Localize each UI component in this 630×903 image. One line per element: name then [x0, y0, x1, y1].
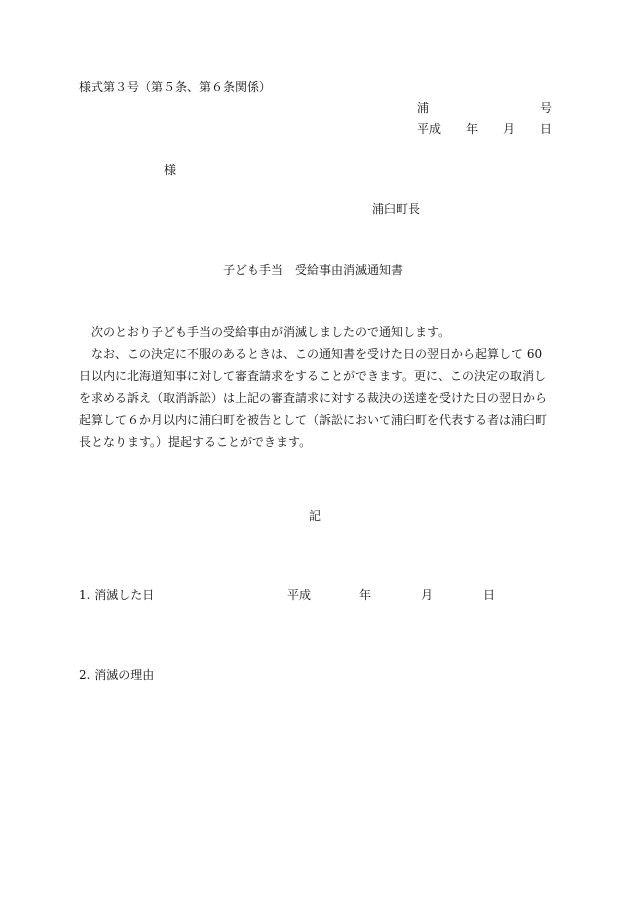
- date-day: 日: [540, 122, 553, 136]
- date-era: 平成: [417, 122, 442, 136]
- item1-year: 年: [359, 588, 372, 602]
- body-line-1: 次のとおり子ども手当の受給事由が消滅しましたので通知します。: [91, 325, 451, 339]
- ref-prefix: 浦: [417, 101, 430, 115]
- item1-era: 平成: [287, 588, 312, 602]
- body-line-6: 長となります。）提起することができます。: [79, 435, 312, 449]
- body-line-2: なお、この決定に不服のあるときは、この通知書を受けた日の翌日から起算して 60: [91, 347, 543, 361]
- body-line-5: 起算して６か月以内に浦臼町を被告として（訴訟において浦臼町を代表する者は浦臼町: [79, 413, 548, 427]
- body-paragraph: [79, 321, 557, 453]
- ref-suffix: 号: [540, 101, 553, 115]
- date-month: 月: [503, 122, 516, 136]
- body-line-3: 日以内に北海道知事に対して審査請求をすることができます。更に、この決定の取消し: [79, 369, 547, 383]
- item1-label: 1. 消滅した日: [79, 588, 155, 602]
- body-line-4: を求める訴え（取消訴訟）は上記の審査請求に対する裁決の送達を受けた日の翌日から: [79, 391, 548, 405]
- date-year: 年: [466, 122, 479, 136]
- sender-name: 浦臼町長: [372, 202, 421, 216]
- document-title: 子ども手当 受給事由消滅通知書: [223, 263, 404, 277]
- item2-label: 2. 消滅の理由: [79, 668, 155, 682]
- recipient-honorific: 様: [164, 163, 177, 177]
- item1-month: 月: [421, 588, 434, 602]
- item1-day: 日: [483, 588, 496, 602]
- form-number-label: 様式第３号（第５条、第６条関係）: [79, 80, 272, 94]
- ki-heading: 記: [309, 509, 322, 523]
